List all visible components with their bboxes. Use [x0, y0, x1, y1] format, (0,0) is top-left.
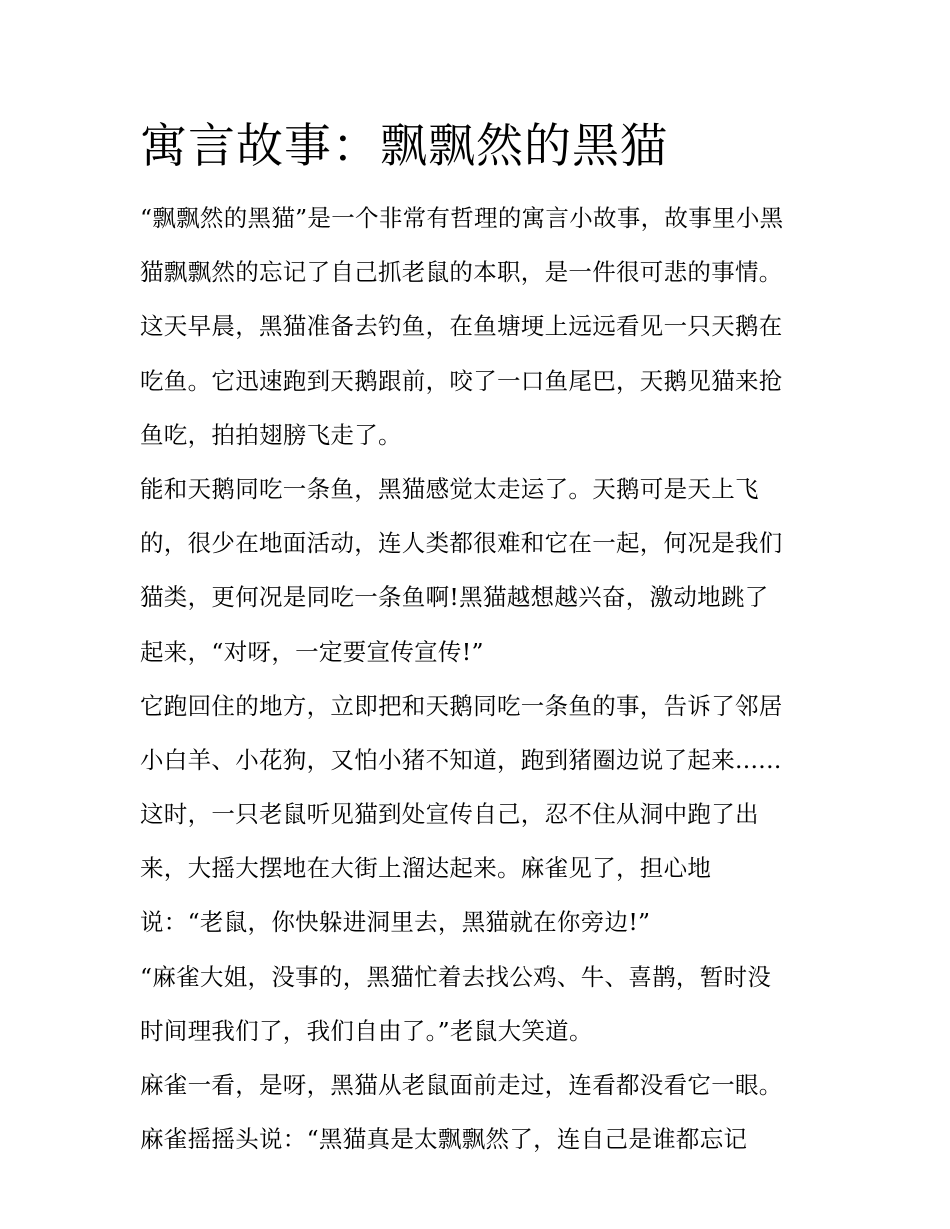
- text-line: 起来，“对呀，一定要宣传宣传!”: [140, 637, 484, 666]
- text-line: 时间理我们了，我们自由了。”老鼠大笑道。: [140, 1016, 593, 1045]
- text-line: 猫飘飘然的忘记了自己抓老鼠的本职，是一件很可悲的事情。: [140, 258, 783, 287]
- text-line: 能和天鹅同吃一条鱼，黑猫感觉太走运了。天鹅可是天上飞: [140, 474, 759, 503]
- text-line: 小白羊、小花狗，又怕小猪不知道，跑到猪圈边说了起来......: [140, 745, 782, 774]
- text-line: 它跑回住的地方，立即把和天鹅同吃一条鱼的事，告诉了邻居: [140, 691, 783, 720]
- text-line: 说：“老鼠，你快躲进洞里去，黑猫就在你旁边!”: [140, 908, 651, 937]
- document-body: [140, 205, 820, 1153]
- text-line: 麻雀一看，是呀，黑猫从老鼠面前走过，连看都没看它一眼。: [140, 1071, 783, 1099]
- text-line: 猫类，更何况是同吃一条鱼啊!黑猫越想越兴奋，激动地跳了: [140, 583, 769, 612]
- document-page: [140, 115, 820, 1180]
- text-line: 麻雀摇摇头说：“黑猫真是太飘飘然了，连自己是谁都忘记: [140, 1125, 748, 1154]
- text-line: 这时，一只老鼠听见猫到处宣传自己，忍不住从洞中跑了出: [140, 800, 759, 829]
- text-line: 这天早晨，黑猫准备去钓鱼，在鱼塘埂上远远看见一只天鹅在: [140, 312, 783, 341]
- text-line: “麻雀大姐，没事的，黑猫忙着去找公鸡、牛、喜鹊，暂时没: [140, 962, 772, 991]
- text-line: 鱼吃，拍拍翅膀飞走了。: [140, 420, 402, 449]
- text-line: 吃鱼。它迅速跑到天鹅跟前，咬了一口鱼尾巴，天鹅见猫来抢: [140, 366, 783, 395]
- text-line: “飘飘然的黑猫”是一个非常有哲理的寓言小故事，故事里小黑: [140, 204, 784, 232]
- text-line: 的，很少在地面活动，连人类都很难和它在一起，何况是我们: [140, 529, 783, 558]
- text-line: 来，大摇大摆地在大街上溜达起来。麻雀见了，担心地: [140, 854, 712, 883]
- document-title: 寓言故事：飘飘然的黑猫: [140, 119, 668, 174]
